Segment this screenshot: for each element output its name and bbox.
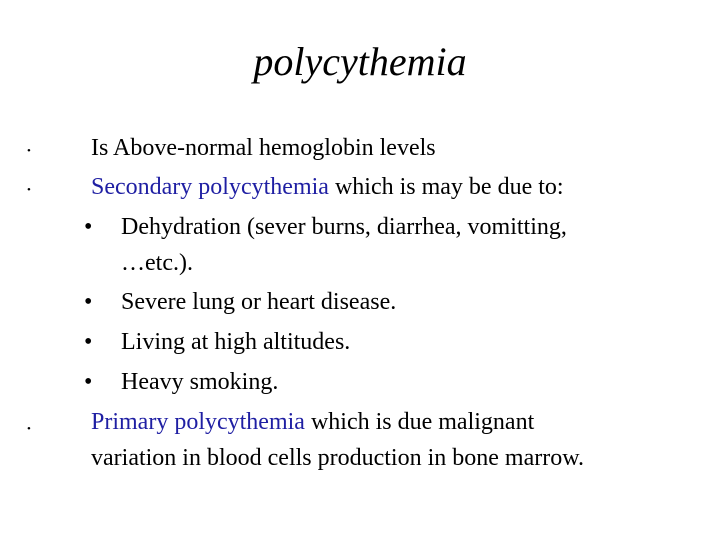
bullet-marker: •: [27, 423, 31, 435]
slide-title: polycythemia: [253, 39, 467, 84]
bullet-text-1: Is Above-normal hemoglobin levels: [91, 135, 436, 161]
bullet-text-rest: which is may be due to:: [328, 174, 564, 200]
bullet-text-3-cont: variation in blood cells production in bone marrow.: [91, 445, 584, 471]
bullet-text-2: [91, 173, 564, 202]
highlight-term: Secondary polycythemia: [91, 174, 329, 200]
sub-bullet-text-4: Heavy smoking.: [121, 369, 279, 395]
sub-bullet-marker: •: [84, 289, 93, 315]
sub-bullet-text-1: Dehydration (sever burns, diarrhea, vomitting,: [121, 214, 567, 240]
bullet-marker: •: [27, 145, 31, 157]
highlight-term: Primary polycythemia: [91, 409, 305, 435]
sub-bullet-marker: •: [84, 329, 93, 355]
sub-bullet-text-3: Living at high altitudes.: [121, 329, 351, 355]
bullet-text-rest: which is due malignant: [304, 409, 535, 435]
sub-bullet-text-1-cont: …etc.).: [121, 250, 193, 276]
bullet-text-3: [91, 408, 534, 437]
sub-bullet-marker: •: [84, 214, 93, 240]
sub-bullet-marker: •: [84, 369, 93, 395]
sub-bullet-text-2: Severe lung or heart disease.: [121, 289, 397, 315]
bullet-marker: •: [27, 184, 31, 196]
